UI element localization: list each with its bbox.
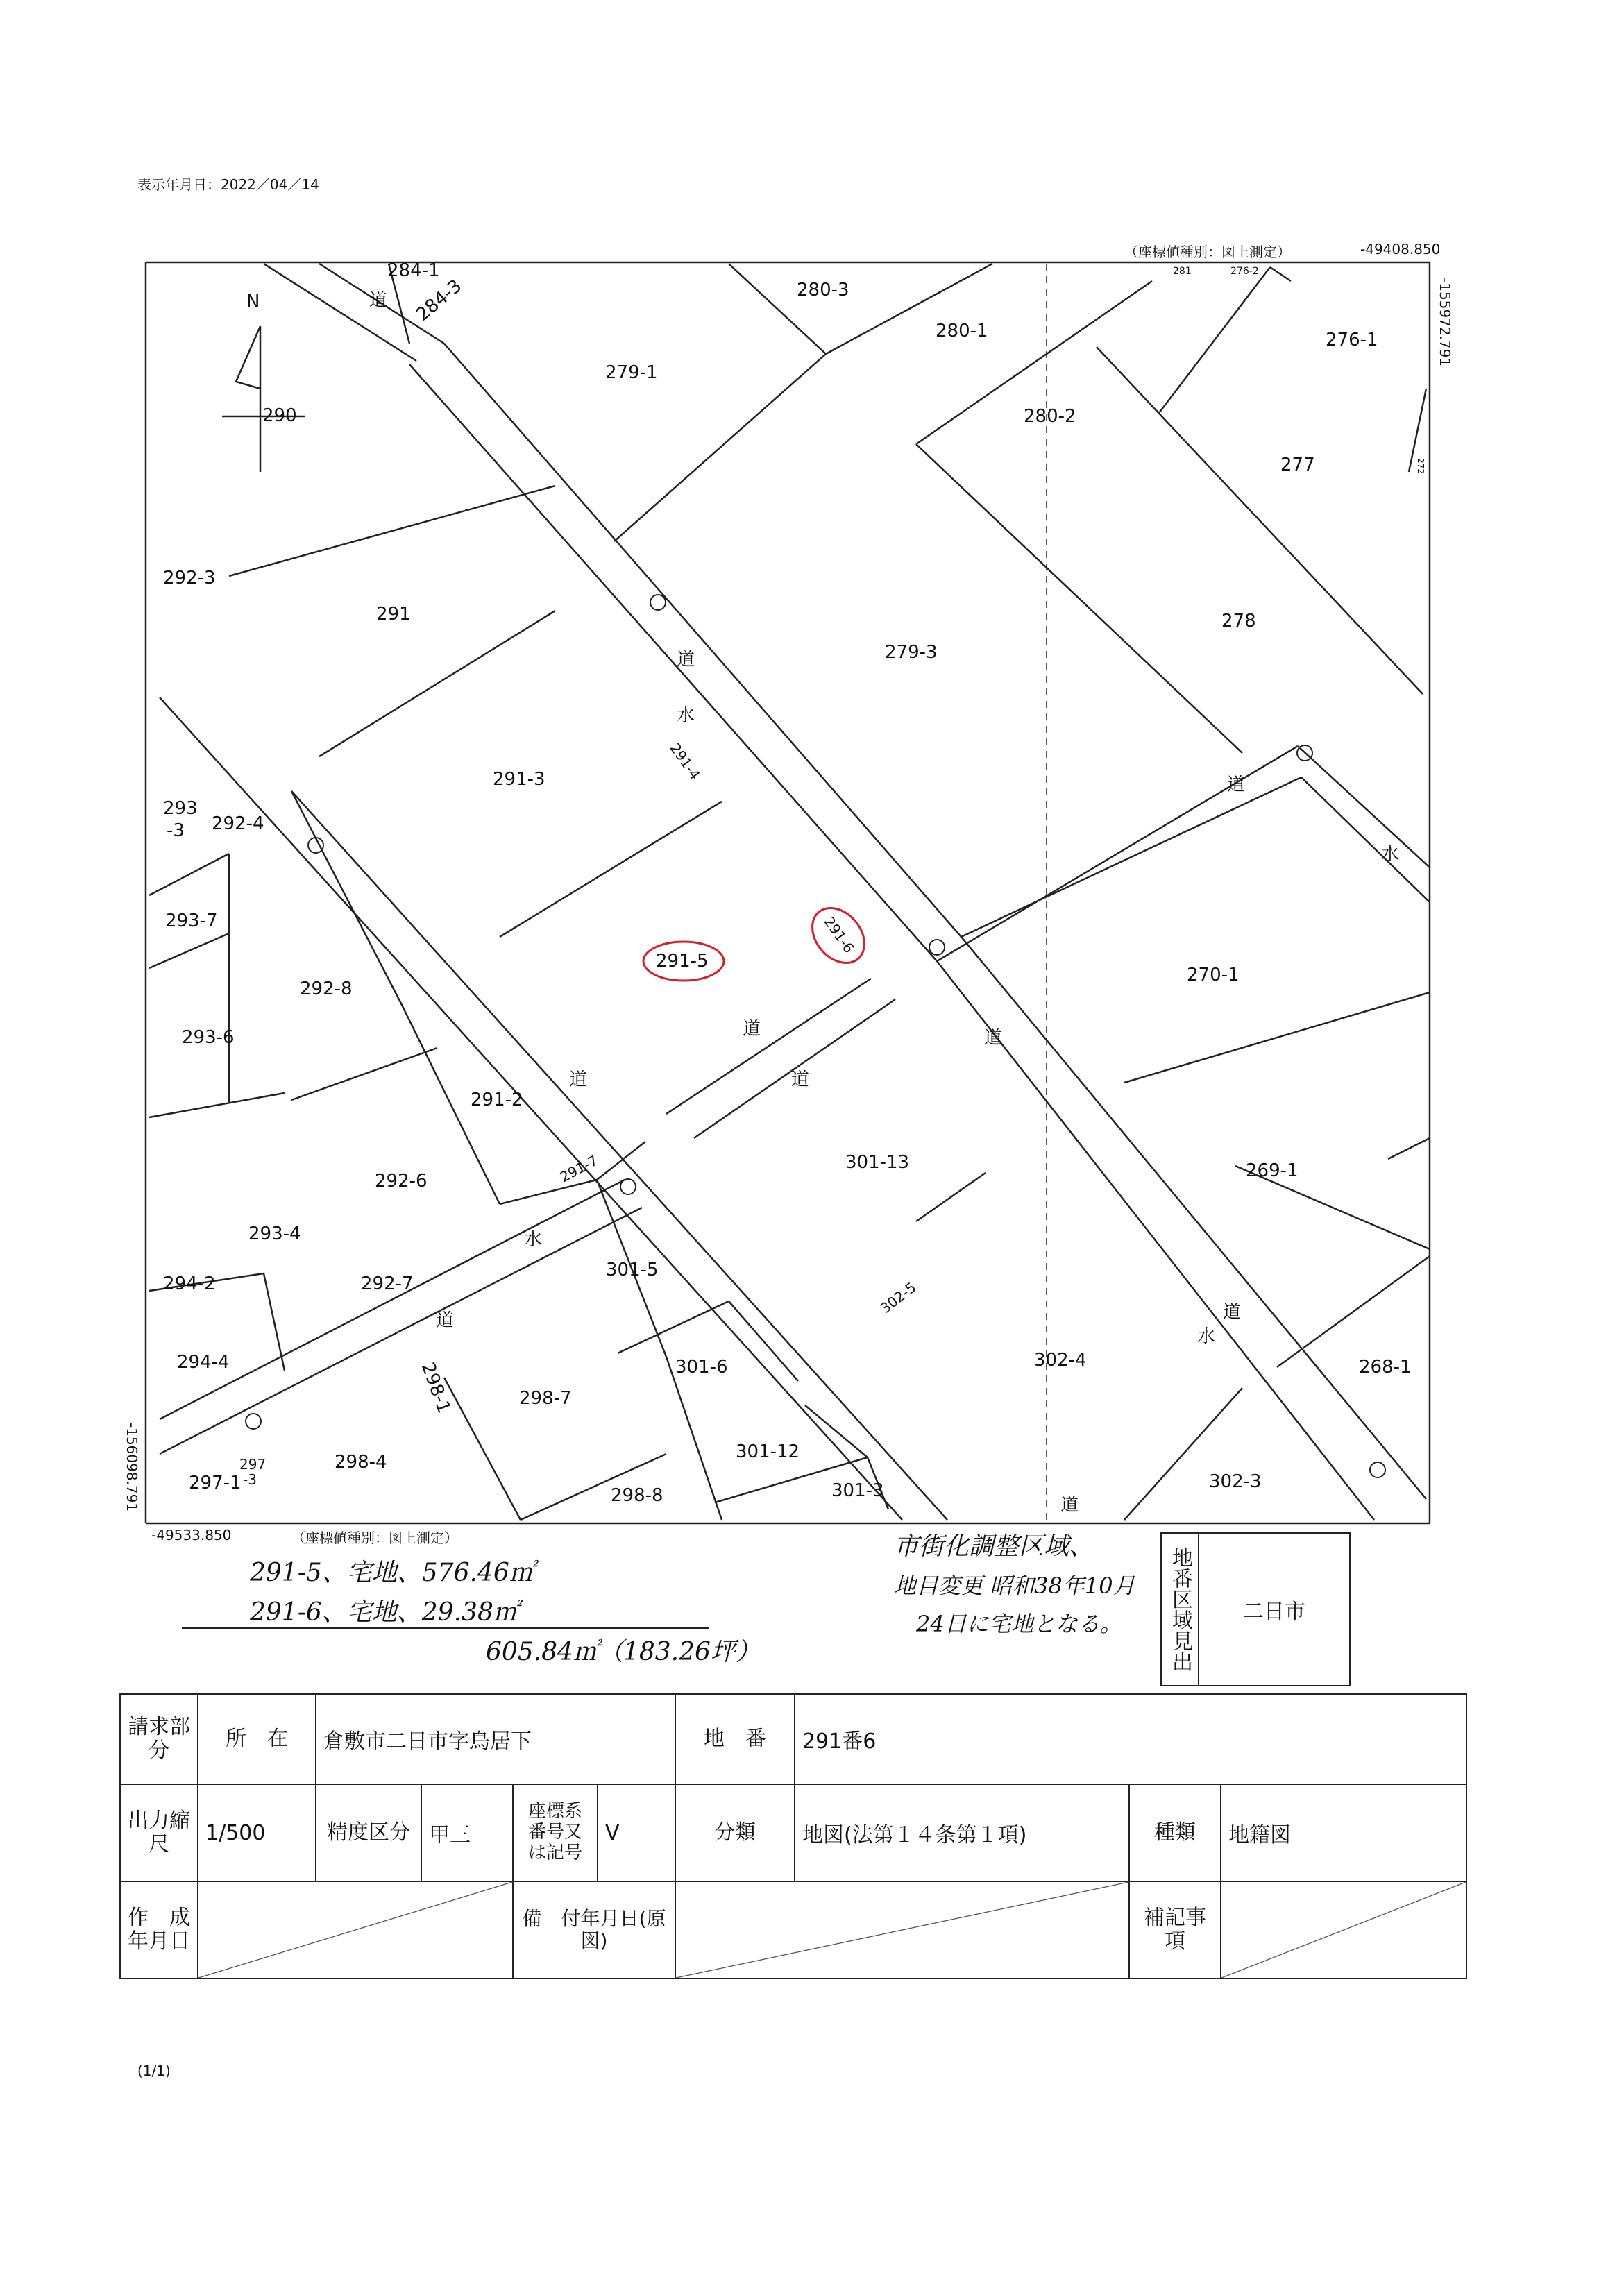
handwritten-total: 605.84㎡（183.26坪） (486, 1638, 761, 1666)
coord-bottom-left-x: -49533.850 (151, 1527, 232, 1543)
parcel-label: 291-3 (493, 769, 545, 790)
parcel-label: -3 (243, 1471, 257, 1488)
parcel-label: 297 (239, 1456, 267, 1473)
parcel-label: 284-1 (387, 260, 440, 281)
parcel-label: 294-4 (177, 1352, 230, 1373)
parcel-label: 291-5 (656, 951, 709, 972)
handwritten-note3: 24日に宅地となる。 (916, 1611, 1122, 1637)
parcel-label: 293-6 (182, 1027, 235, 1048)
road-label: 道 (743, 1019, 761, 1040)
parcel-label: 293-4 (248, 1223, 301, 1244)
district-value: 二日市 (1243, 1600, 1305, 1624)
parcel-label: 293-7 (165, 911, 218, 931)
parcel-label: 298-1 (416, 1360, 455, 1416)
accuracy-value: 甲三 (421, 1784, 513, 1881)
prepared-label: 備 付年月日(原図) (513, 1881, 675, 1979)
underline (182, 1627, 709, 1629)
remarks-value-empty (1221, 1881, 1466, 1979)
parcel-label: 280-2 (1024, 406, 1076, 427)
lot-value: 291番6 (795, 1694, 1466, 1784)
parcel-label: 298-4 (335, 1452, 387, 1473)
parcel-label: 292-3 (163, 568, 216, 588)
road-label: 道 (1060, 1495, 1079, 1516)
coord-value: V (598, 1784, 675, 1881)
parcel-label: 291-6 (820, 913, 858, 956)
north-label: N (246, 291, 260, 312)
created-label: 作 成年月日 (120, 1881, 198, 1979)
parcel-label: 281 (1173, 266, 1192, 277)
prepared-value-empty (675, 1881, 1129, 1979)
display-date: 表示年月日：2022／04／14 (137, 176, 319, 193)
road-label: 道 (1223, 1302, 1242, 1323)
road-label: 道 (369, 290, 388, 311)
road-label: 道 (1227, 774, 1246, 795)
coord-bottom-left-y: -156098.791 (124, 1423, 140, 1512)
requester-label: 請求部分 (120, 1694, 198, 1784)
parcel-label: 292-8 (300, 979, 353, 999)
road-label: 道 (569, 1069, 588, 1090)
parcel-label: 301-5 (606, 1260, 659, 1280)
coord-top-right-y: -155972.791 (1437, 278, 1453, 367)
coord-top-right-x: -49408.850 (1360, 241, 1441, 257)
parcel-label: 280-3 (797, 280, 849, 300)
parcel-label: 278 (1221, 611, 1256, 632)
parcel-label: 302-3 (1209, 1471, 1262, 1492)
parcel-label: 291 (376, 604, 411, 625)
parcel-label: 280-1 (936, 321, 988, 341)
parcel-label: 279-1 (605, 362, 658, 383)
handwritten-line2: 291-6、宅地、29.38㎡ (250, 1598, 518, 1627)
water-label: 水 (1197, 1326, 1216, 1347)
class-label: 分類 (675, 1784, 795, 1881)
scale-value: 1/500 (198, 1784, 316, 1881)
class-value: 地図(法第１４条第１項) (795, 1784, 1129, 1881)
parcel-label: 268-1 (1359, 1357, 1412, 1378)
road-label: 道 (436, 1310, 455, 1331)
parcel-label: 292-7 (361, 1273, 414, 1294)
lot-label: 地 番 (675, 1694, 795, 1784)
parcel-label: 284-3 (412, 276, 466, 325)
handwritten-note2: 地目変更 昭和38年10月 (894, 1573, 1135, 1599)
info-form (119, 1693, 1467, 1979)
road-label: 道 (984, 1028, 1003, 1049)
water-label: 水 (524, 1229, 543, 1250)
district-box (1160, 1532, 1351, 1686)
page-number: (1/1) (137, 2063, 171, 2079)
road-label: 道 (677, 650, 695, 670)
handwritten-line1: 291-5、宅地、576.46㎡ (250, 1559, 534, 1587)
parcel-label: 277 (1280, 455, 1315, 475)
parcel-label: 298-8 (611, 1485, 663, 1506)
parcel-label: 292-4 (212, 813, 264, 834)
parcel-label: 276-2 (1230, 266, 1259, 277)
parcel-label: 291-2 (471, 1090, 523, 1110)
parcel-label: 272 (1416, 458, 1426, 474)
parcel-label: 290 (262, 405, 297, 426)
scale-label: 出力縮尺 (120, 1784, 198, 1881)
parcel-label: 302-4 (1034, 1350, 1087, 1371)
remarks-label: 補記事項 (1129, 1881, 1221, 1979)
accuracy-label: 精度区分 (316, 1784, 421, 1881)
location-value: 倉敷市二日市字鳥居下 (316, 1694, 675, 1784)
coord-label: 座標系番号又は記号 (513, 1784, 598, 1881)
parcel-label: 270-1 (1187, 965, 1240, 985)
created-value-empty (198, 1881, 513, 1979)
road-label: 道 (791, 1069, 810, 1090)
parcel-label: 294-2 (163, 1273, 216, 1294)
parcel-label: 297-1 (189, 1473, 242, 1493)
type-value: 地籍図 (1221, 1784, 1466, 1881)
parcel-label: 269-1 (1246, 1160, 1299, 1181)
water-label: 水 (1381, 844, 1400, 865)
location-label: 所 在 (198, 1694, 316, 1784)
parcel-label: 301-6 (675, 1357, 728, 1378)
parcel-label: 276-1 (1326, 330, 1378, 350)
parcel-label: 291-4 (666, 740, 704, 783)
parcel-label: 298-7 (519, 1388, 572, 1409)
coord-type-bottom: （座標値種別：図上測定） (291, 1530, 458, 1546)
parcel-label: 301-13 (845, 1152, 910, 1173)
handwritten-note1: 市街化調整区域、 (894, 1532, 1094, 1561)
water-label: 水 (677, 705, 695, 726)
parcel-label: 279-3 (885, 642, 938, 663)
coord-type-top: （座標値種別：図上測定） (1124, 244, 1291, 260)
parcel-label: 301-12 (736, 1441, 800, 1462)
parcel-label: 292-6 (375, 1171, 428, 1192)
parcel-label: 293 (163, 798, 198, 819)
parcel-label: -3 (167, 820, 185, 841)
parcel-label: 291-7 (557, 1151, 601, 1186)
parcel-label: 302-5 (877, 1278, 920, 1317)
parcel-label: 301-3 (831, 1480, 884, 1501)
type-label: 種類 (1129, 1784, 1221, 1881)
district-label: 地番区域見出 (1162, 1534, 1199, 1685)
